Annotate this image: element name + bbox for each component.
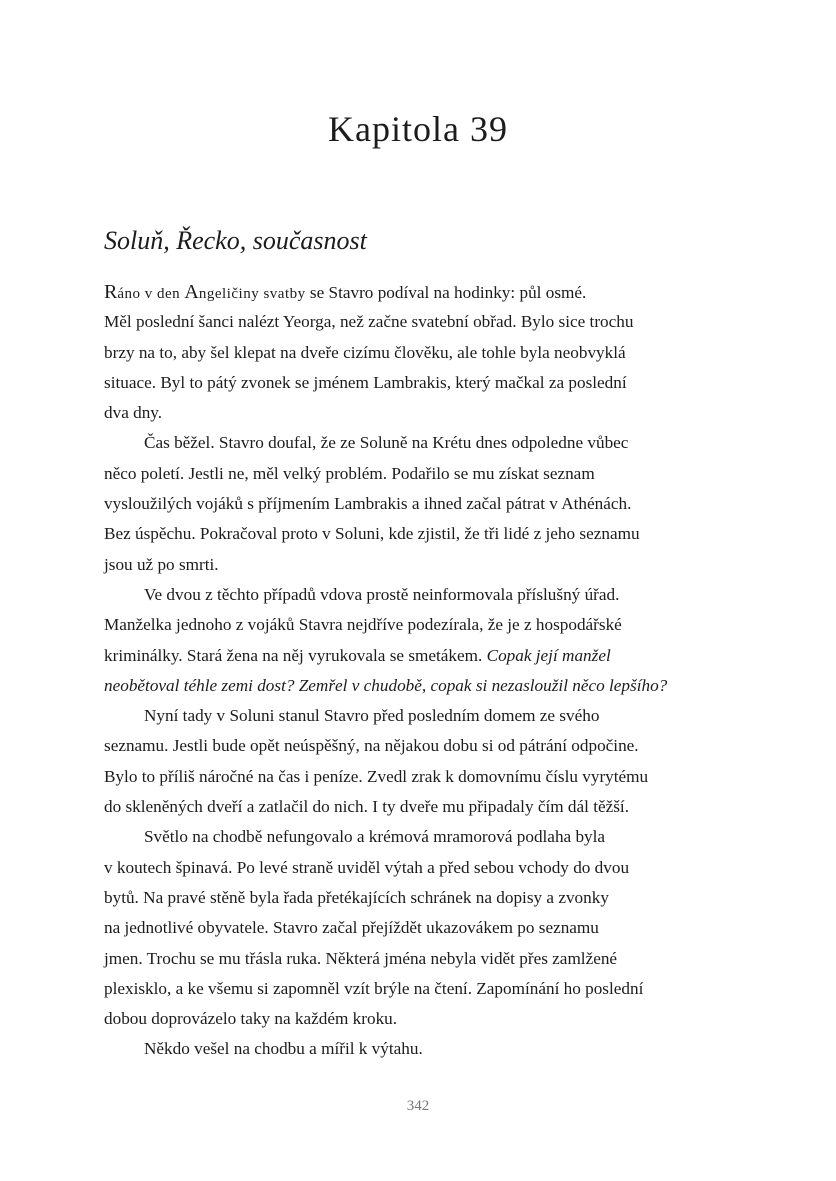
text-line: neobětoval téhle zemi dost? Zemřel v chudobě, copak si nezasloužil něco lepšího? [104,675,668,695]
text-line: Někdo vešel na chodbu a mířil k výtahu. [144,1039,423,1059]
text-line: jsou už po smrti. [104,554,219,574]
text-line: Bez úspěchu. Pokračoval proto v Soluni, kde zjistil, že tři lidé z jeho seznamu [104,524,640,544]
text-line: brzy na to, aby šel klepat na dveře cizímu člověku, ale tohle byla neobvyklá [104,342,626,362]
small-caps-initial: R [104,281,118,303]
section-heading: Soluň, Řecko, současnost [104,226,367,255]
text-line: Čas běžel. Stavro doufal, že ze Soluně na Krétu dnes odpoledne vůbec [144,433,629,453]
text-line: vysloužilých vojáků s příjmením Lambrakis a ihned začal pátrat v Athénách. [104,494,632,514]
text-line: něco poletí. Jestli ne, měl velký problém. Podařilo se mu získat seznam [104,463,595,483]
text-segment: kriminálky. Stará žena na něj vyrukovala se smetákem. [104,645,487,665]
text-line: na jednotlivé obyvatele. Stavro začal přejíždět ukazovákem po seznamu [104,918,599,938]
text-line: bytů. Na pravé stěně byla řada přetékajících schránek na dopisy a zvonky [104,887,609,907]
text-line [104,641,734,671]
small-caps-text: ngeličiny svatby [198,286,306,302]
small-caps-initial: A [184,281,199,303]
text-line: Bylo to příliš náročné na čas i peníze. Zvedl zrak k domovnímu číslu vyrytému [104,766,649,786]
text-line: do skleněných dveří a zatlačil do nich. I ty dveře mu připadaly čím dál těžší. [104,797,629,817]
text-line: Ve dvou z těchto případů vdova prostě neinformovala příslušný úřad. [144,584,620,604]
text-line: dobou doprovázelo taky na každém kroku. [104,1009,398,1029]
text-line-rest: se Stavro podíval na hodinky: půl osmé. [305,283,587,302]
text-line: v koutech špinavá. Po levé straně uviděl výtah a před sebou vchody do dvou [104,857,630,877]
page-number: 342 [406,1098,430,1114]
text-line: Světlo na chodbě nefungovalo a krémová mramorová podlaha byla [144,827,606,847]
italic-text: Copak její manžel [486,645,611,665]
chapter-title: Kapitola 39 [328,109,508,149]
chapter-body [104,277,734,1065]
text-line: plexisklo, a ke všemu si zapomněl vzít brýle na čtení. Zapomínání ho poslední [104,978,644,998]
small-caps-text: áno v den [117,286,185,302]
text-line: Nyní tady v Soluni stanul Stavro před posledním domem ze svého [144,706,600,726]
text-line [104,277,734,307]
text-line: situace. Byl to pátý zvonek se jménem Lambrakis, který mačkal za poslední [104,372,627,392]
text-line: Měl poslední šanci nalézt Yeorga, než začne svatební obřad. Bylo sice trochu [104,312,634,332]
text-line: Manželka jednoho z vojáků Stavra nejdříve podezírala, že je z hospodářské [104,615,622,635]
text-line: seznamu. Jestli bude opět neúspěšný, na nějakou dobu si od pátrání odpočine. [104,736,639,756]
text-line: dva dny. [104,403,163,423]
text-line: jmen. Trochu se mu třásla ruka. Některá jména nebyla vidět přes zamlžené [104,948,618,968]
